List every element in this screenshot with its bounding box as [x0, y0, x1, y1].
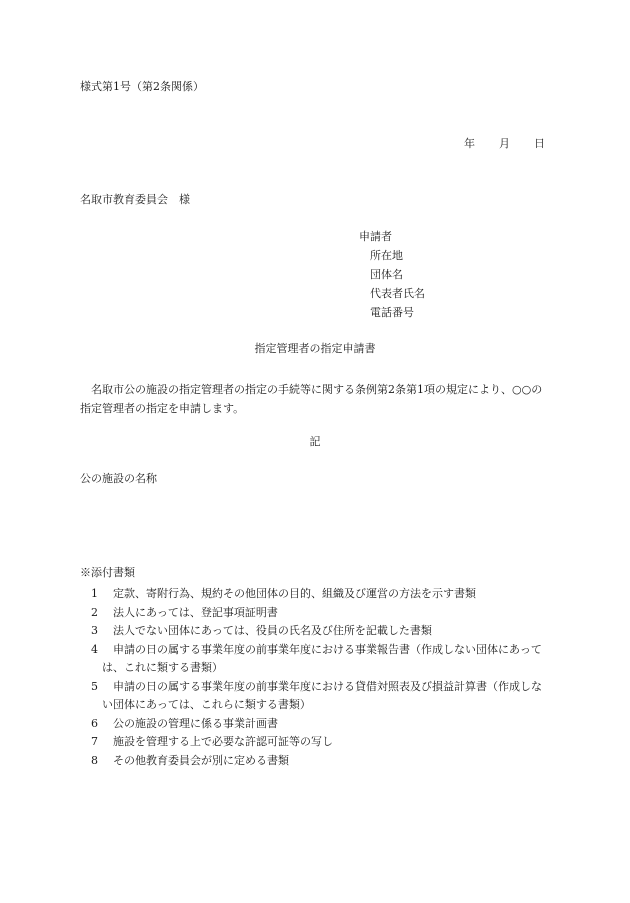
applicant-field-phone: 電話番号	[370, 306, 414, 319]
attachments-heading: ※添付書類	[80, 566, 135, 579]
date-line	[464, 138, 545, 149]
date-year: 年	[464, 137, 475, 150]
attachment-item	[80, 678, 550, 715]
date-month: 月	[499, 137, 510, 150]
attachment-number: 5	[91, 679, 98, 693]
attachment-item	[80, 622, 550, 641]
attachment-number: 4	[91, 642, 98, 656]
attachments-list	[80, 585, 550, 770]
attachment-item	[80, 752, 550, 771]
attachment-item	[80, 641, 550, 678]
applicant-label: 申請者	[359, 230, 392, 243]
attachment-item	[80, 715, 550, 734]
form-number: 様式第1号（第2条関係）	[80, 80, 204, 93]
applicant-field-group-name: 団体名	[370, 268, 403, 281]
ki-heading: 記	[309, 435, 321, 448]
attachment-text: 申請の日の属する事業年度の前事業年度における貸借対照表及び損益計算書（作成しない団体にあっては、これらに類する書類）	[102, 679, 542, 711]
attachment-number: 6	[91, 716, 98, 730]
attachment-text: 定款、寄附行為、規約その他団体の目的、組織及び運営の方法を示す書類	[113, 587, 476, 600]
attachment-item	[80, 585, 550, 604]
attachment-item	[80, 604, 550, 623]
attachment-number: 3	[91, 624, 98, 637]
attachment-text: その他教育委員会が別に定める書類	[113, 753, 289, 767]
addressee: 名取市教育委員会 様	[80, 193, 190, 206]
applicant-field-address: 所在地	[370, 249, 403, 262]
attachment-text: 法人にあっては、登記事項証明書	[113, 605, 278, 619]
attachment-text: 公の施設の管理に係る事業計画書	[113, 716, 278, 730]
applicant-block	[359, 231, 425, 326]
document-title: 指定管理者の指定申請書	[254, 342, 376, 355]
attachment-number: 8	[91, 753, 98, 767]
attachment-number: 1	[91, 587, 98, 600]
facility-name-label: 公の施設の名称	[80, 472, 157, 485]
attachment-item	[80, 733, 550, 752]
attachment-number: 2	[91, 605, 98, 619]
body-paragraph: 名取市公の施設の指定管理者の指定の手続等に関する条例第2条第1項の規定により、○○の指定管理者の指定を申請します。	[80, 383, 543, 415]
date-day: 日	[534, 137, 545, 150]
attachment-number: 7	[91, 735, 98, 748]
attachment-text: 申請の日の属する事業年度の前事業年度における事業報告書（作成しない団体にあっては、これに類する書類）	[102, 642, 542, 674]
attachment-text: 法人でない団体にあっては、役員の氏名及び住所を記載した書類	[113, 624, 432, 637]
applicant-field-representative: 代表者氏名	[370, 287, 425, 300]
attachment-text: 施設を管理する上で必要な許認可証等の写し	[113, 735, 333, 748]
